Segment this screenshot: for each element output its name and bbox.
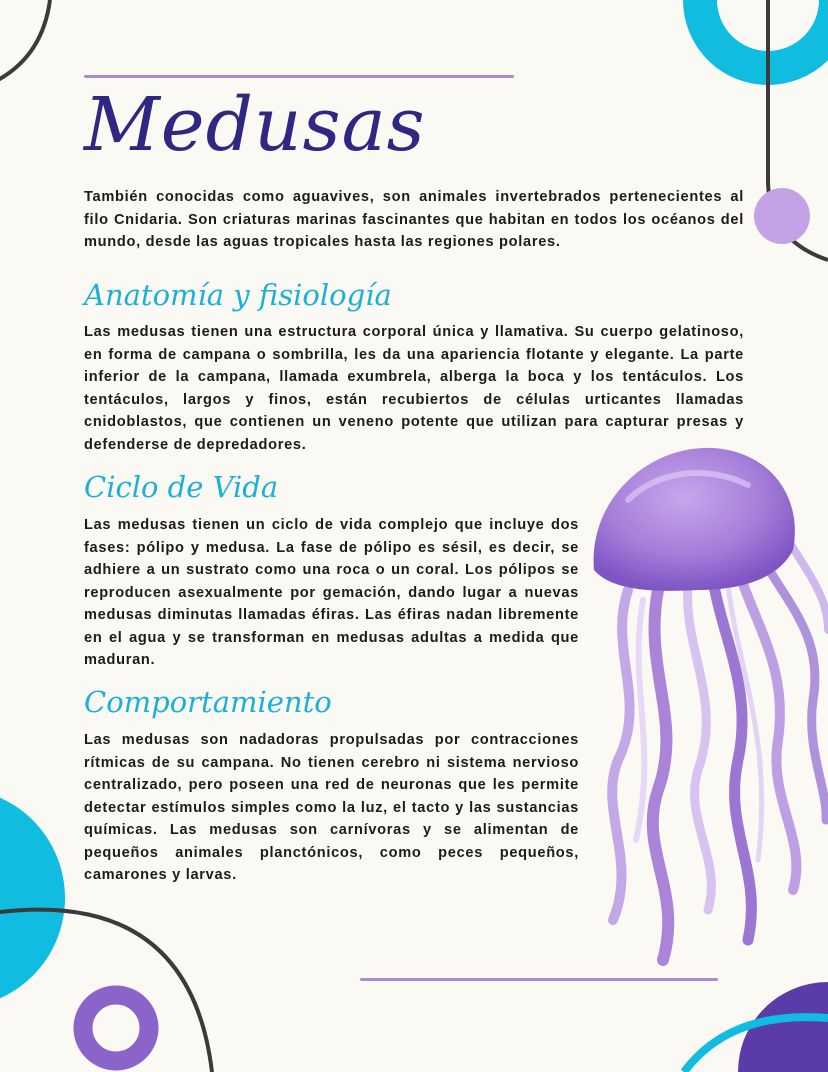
bottom-divider: [360, 978, 718, 981]
section-body-behavior: Las medusas son nadadoras propulsadas por contracciones rítmicas de su campana. No tienen cerebro ni sistema nervioso centralizado, pero poseen una red de neuronas que les permite detectar estímulos simples como la luz, el tacto y las sustancias químicas. Las medusas son carnívoras y se alimentan de pequeños animales planctónicos, como peces pequeños, camarones y larvas.: [84, 732, 579, 883]
jellyfish-illustration: [588, 440, 828, 970]
section-body-life-cycle: Las medusas tienen un ciclo de vida complejo que incluye dos fases: pólipo y medusa. La fase de pólipo es sésil, es decir, se adhiere a un sustrato como una roca o un coral. Los pólipos se reproducen asexualmente por gemación, dando lugar a nuevas medusas diminutas llamadas éfiras. Las éfiras nadan libremente en el agua y se transforman en medusas adultas a medida que maduran.: [84, 517, 579, 668]
section-heading-life-cycle: Ciclo de Vida: [84, 470, 279, 504]
section-body-anatomy: Las medusas tienen una estructura corporal única y llamativa. Su cuerpo gelatinoso, en forma de campana o sombrilla, les da una apariencia flotante y elegante. La parte inferior de la campana, llamada exumbrela, alberga la boca y los tentáculos. Los tentáculos, largos y finos, están recubiertos de células urticantes llamadas cnidoblastos, que contienen un veneno potente que utilizan para capturar presas y defenderse de depredadores.: [84, 324, 744, 453]
section-heading-anatomy: Anatomía y fisiología: [84, 278, 392, 312]
top-divider: [84, 75, 514, 78]
intro-paragraph: También conocidas como aguavives, son animales invertebrados pertenecientes al filo Cnidaria. Son criaturas marinas fascinantes que habitan en todos los océanos del mundo, desde las aguas tropicales hasta las regiones polares.: [84, 189, 744, 250]
decor-purple-ring: [66, 980, 166, 1072]
decor-lavender-dot: [752, 186, 812, 246]
section-heading-behavior: Comportamiento: [84, 685, 332, 719]
decor-top-left-arc: [0, 0, 60, 90]
page-title: Medusas: [84, 82, 426, 168]
